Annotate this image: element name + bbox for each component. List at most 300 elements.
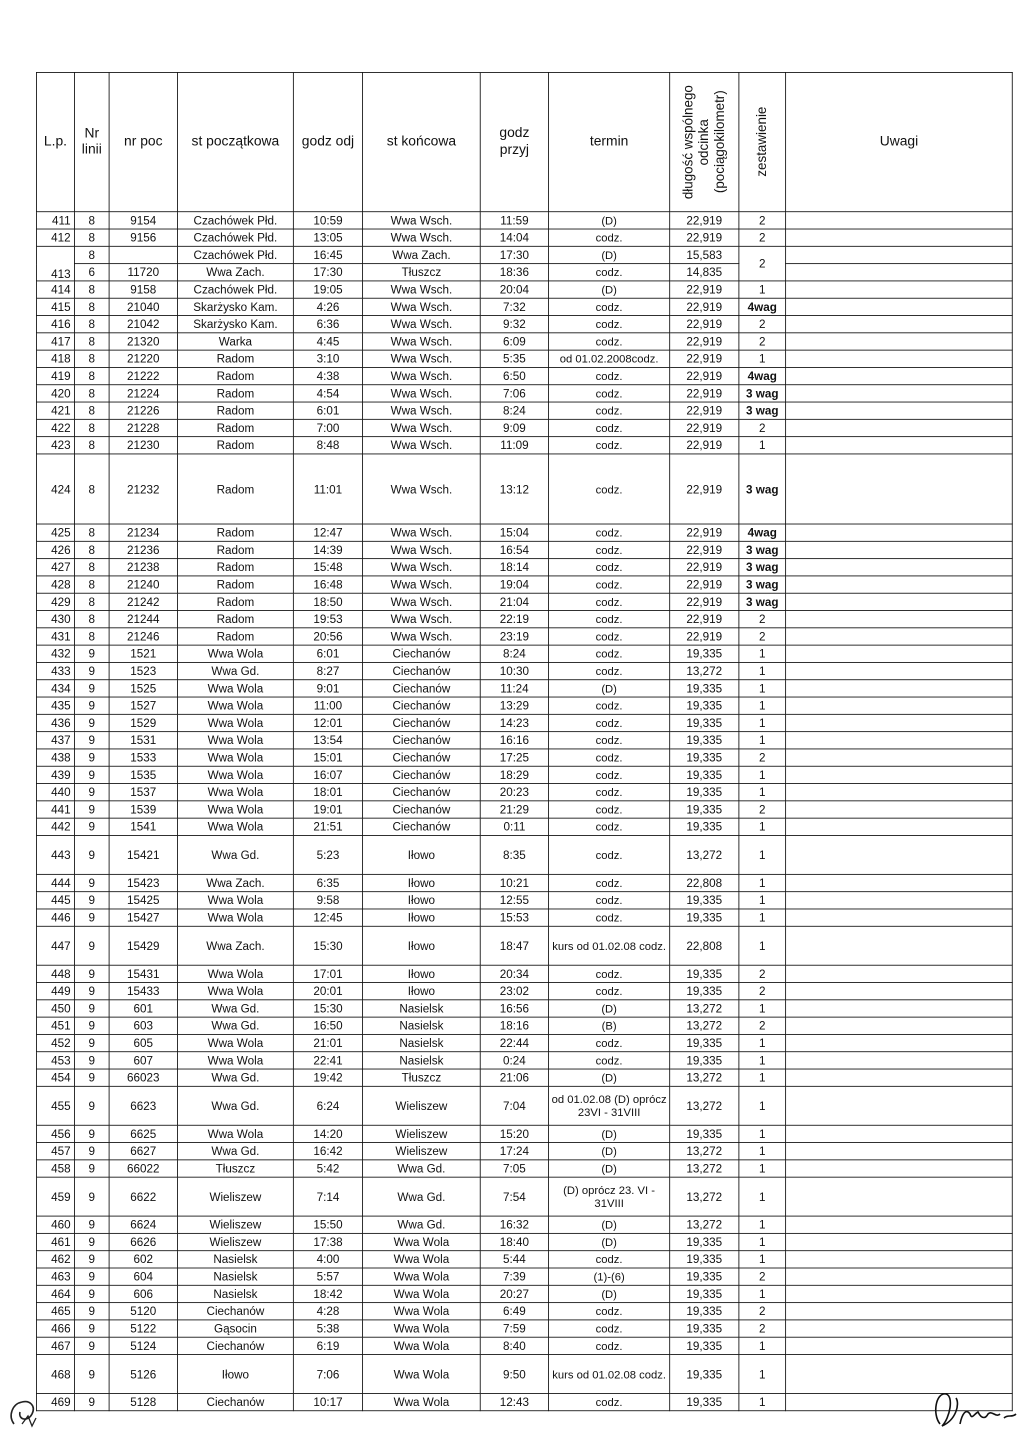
cell-nr-poc: 21220 <box>109 350 177 367</box>
cell-godz-przyj: 7:06 <box>480 385 548 402</box>
cell-nr-linii: 8 <box>74 454 109 524</box>
cell-uwagi <box>786 1268 1013 1285</box>
cell-uwagi <box>786 264 1013 281</box>
cell-zestawienie: 1 <box>739 926 786 965</box>
header-nr-poc: nr poc <box>109 72 177 211</box>
cell-dlugosc: 22,919 <box>670 576 739 593</box>
cell-st-poczatkowa: Wwa Wola <box>177 892 293 909</box>
cell-nr-poc: 1525 <box>109 680 177 697</box>
cell-dlugosc: 19,335 <box>670 732 739 749</box>
cell-lp: 414 <box>36 281 74 298</box>
cell-dlugosc: 19,335 <box>670 714 739 731</box>
cell-godz-przyj: 7:54 <box>480 1177 548 1216</box>
cell-uwagi <box>786 1233 1013 1250</box>
cell-nr-poc: 15427 <box>109 909 177 926</box>
cell-nr-linii: 8 <box>74 212 109 229</box>
cell-lp: 412 <box>36 229 74 246</box>
cell-godz-przyj: 9:09 <box>480 419 548 436</box>
cell-godz-przyj: 21:04 <box>480 593 548 610</box>
cell-st-koncowa: Wwa Wsch. <box>363 628 481 645</box>
cell-godz-odj: 16:50 <box>293 1017 362 1034</box>
cell-godz-przyj: 18:47 <box>480 926 548 965</box>
cell-godz-przyj: 8:40 <box>480 1337 548 1354</box>
cell-zestawienie: 1 <box>739 1000 786 1017</box>
cell-nr-linii: 9 <box>74 1337 109 1354</box>
table-row <box>36 1000 1012 1017</box>
cell-godz-odj: 6:01 <box>293 402 362 419</box>
cell-termin: codz. <box>549 766 670 783</box>
table-row <box>36 1160 1012 1177</box>
cell-godz-odj: 8:27 <box>293 662 362 679</box>
cell-godz-przyj: 19:04 <box>480 576 548 593</box>
cell-godz-przyj: 6:09 <box>480 333 548 350</box>
cell-nr-poc: 602 <box>109 1251 177 1268</box>
cell-uwagi <box>786 367 1013 384</box>
cell-lp: 460 <box>36 1216 74 1233</box>
cell-nr-linii: 9 <box>74 1086 109 1125</box>
cell-zestawienie: 1 <box>739 1069 786 1086</box>
table-row <box>36 454 1012 524</box>
cell-st-poczatkowa: Wieliszew <box>177 1177 293 1216</box>
cell-st-poczatkowa: Wwa Wola <box>177 801 293 818</box>
cell-termin: (D) <box>549 1216 670 1233</box>
cell-lp: 418 <box>36 350 74 367</box>
cell-lp: 417 <box>36 333 74 350</box>
cell-nr-poc: 5124 <box>109 1337 177 1354</box>
cell-godz-odj: 19:05 <box>293 281 362 298</box>
cell-nr-poc: 15433 <box>109 983 177 1000</box>
cell-lp: 441 <box>36 801 74 818</box>
cell-nr-linii: 8 <box>74 611 109 628</box>
cell-st-koncowa: Wwa Wsch. <box>363 559 481 576</box>
timetable-sheet <box>36 72 1012 1411</box>
cell-nr-linii: 8 <box>74 316 109 333</box>
cell-nr-linii: 9 <box>74 874 109 891</box>
cell-godz-odj: 16:07 <box>293 766 362 783</box>
cell-st-koncowa: Wwa Wsch. <box>363 212 481 229</box>
cell-nr-linii: 8 <box>74 576 109 593</box>
cell-zestawienie: 1 <box>739 1233 786 1250</box>
cell-godz-przyj: 17:30 <box>480 246 548 263</box>
cell-nr-linii: 9 <box>74 1000 109 1017</box>
cell-st-koncowa: Iłowo <box>363 909 481 926</box>
cell-uwagi <box>786 697 1013 714</box>
header-nr-linii: Nr linii <box>74 72 109 211</box>
cell-st-poczatkowa: Ciechanów <box>177 1393 293 1410</box>
cell-nr-poc: 6627 <box>109 1143 177 1160</box>
cell-nr-poc: 1541 <box>109 818 177 835</box>
cell-nr-linii: 9 <box>74 1303 109 1320</box>
cell-lp: 445 <box>36 892 74 909</box>
table-row <box>36 1393 1012 1410</box>
cell-godz-odj: 16:48 <box>293 576 362 593</box>
cell-lp: 422 <box>36 419 74 436</box>
cell-uwagi <box>786 298 1013 315</box>
cell-termin: od 01.02.2008codz. <box>549 350 670 367</box>
cell-godz-odj: 4:26 <box>293 298 362 315</box>
cell-zestawienie: 1 <box>739 892 786 909</box>
cell-nr-linii: 9 <box>74 1285 109 1302</box>
table-row <box>36 264 1012 281</box>
cell-nr-linii: 8 <box>74 229 109 246</box>
table-row <box>36 1086 1012 1125</box>
cell-godz-przyj: 15:04 <box>480 524 548 541</box>
cell-st-poczatkowa: Iłowo <box>177 1355 293 1394</box>
cell-godz-odj: 14:39 <box>293 541 362 558</box>
cell-termin: (D) <box>549 1285 670 1302</box>
cell-dlugosc: 19,335 <box>670 1268 739 1285</box>
cell-lp: 440 <box>36 784 74 801</box>
cell-zestawienie: 2 <box>739 749 786 766</box>
header-row <box>36 72 1012 211</box>
table-row <box>36 645 1012 662</box>
cell-lp: 430 <box>36 611 74 628</box>
table-row <box>36 1052 1012 1069</box>
cell-zestawienie: 1 <box>739 732 786 749</box>
cell-godz-przyj: 22:19 <box>480 611 548 628</box>
cell-nr-poc: 6626 <box>109 1233 177 1250</box>
cell-uwagi <box>786 437 1013 454</box>
cell-nr-linii: 9 <box>74 1069 109 1086</box>
cell-godz-przyj: 21:29 <box>480 801 548 818</box>
cell-nr-linii: 8 <box>74 524 109 541</box>
cell-dlugosc: 19,335 <box>670 766 739 783</box>
cell-lp: 444 <box>36 874 74 891</box>
cell-uwagi <box>786 1303 1013 1320</box>
cell-termin: (D) <box>549 246 670 263</box>
cell-st-poczatkowa: Wwa Wola <box>177 697 293 714</box>
cell-termin: codz. <box>549 662 670 679</box>
cell-st-koncowa: Wwa Wsch. <box>363 437 481 454</box>
cell-godz-odj: 4:00 <box>293 1251 362 1268</box>
cell-termin: (D) <box>549 1160 670 1177</box>
cell-st-poczatkowa: Ciechanów <box>177 1303 293 1320</box>
cell-godz-odj: 16:45 <box>293 246 362 263</box>
header-lp: L.p. <box>36 72 74 211</box>
cell-termin: (D) <box>549 281 670 298</box>
table-row <box>36 1069 1012 1086</box>
cell-lp: 466 <box>36 1320 74 1337</box>
cell-uwagi <box>786 541 1013 558</box>
cell-uwagi <box>786 926 1013 965</box>
cell-zestawienie: 2 <box>739 333 786 350</box>
cell-termin: (B) <box>549 1017 670 1034</box>
cell-nr-linii: 8 <box>74 367 109 384</box>
cell-st-poczatkowa: Wwa Zach. <box>177 264 293 281</box>
cell-lp: 437 <box>36 732 74 749</box>
table-row <box>36 801 1012 818</box>
cell-st-koncowa: Ciechanów <box>363 766 481 783</box>
cell-godz-przyj: 8:24 <box>480 645 548 662</box>
cell-uwagi <box>786 784 1013 801</box>
cell-st-poczatkowa: Ciechanów <box>177 1337 293 1354</box>
table-row <box>36 559 1012 576</box>
cell-st-poczatkowa: Wwa Wola <box>177 714 293 731</box>
cell-uwagi <box>786 874 1013 891</box>
cell-zestawienie: 1 <box>739 350 786 367</box>
cell-godz-odj: 15:50 <box>293 1216 362 1233</box>
cell-termin: codz. <box>549 801 670 818</box>
cell-godz-przyj: 12:43 <box>480 1393 548 1410</box>
cell-nr-linii: 9 <box>74 1052 109 1069</box>
table-row <box>36 1251 1012 1268</box>
cell-st-koncowa: Ciechanów <box>363 645 481 662</box>
cell-zestawienie: 2 <box>739 1303 786 1320</box>
table-row <box>36 576 1012 593</box>
cell-nr-poc: 21242 <box>109 593 177 610</box>
cell-zestawienie: 2 <box>739 316 786 333</box>
cell-lp: 426 <box>36 541 74 558</box>
cell-st-koncowa: Wwa Wsch. <box>363 281 481 298</box>
cell-uwagi <box>786 229 1013 246</box>
table-row <box>36 212 1012 229</box>
cell-nr-linii: 9 <box>74 1355 109 1394</box>
cell-termin: codz. <box>549 611 670 628</box>
table-row <box>36 281 1012 298</box>
cell-st-koncowa: Iłowo <box>363 892 481 909</box>
cell-godz-odj: 5:42 <box>293 1160 362 1177</box>
cell-lp: 462 <box>36 1251 74 1268</box>
cell-uwagi <box>786 1125 1013 1142</box>
cell-nr-poc: 1523 <box>109 662 177 679</box>
cell-st-poczatkowa: Radom <box>177 611 293 628</box>
cell-nr-linii: 9 <box>74 1177 109 1216</box>
cell-termin: codz. <box>549 541 670 558</box>
cell-lp: 468 <box>36 1355 74 1394</box>
cell-zestawienie: 1 <box>739 784 786 801</box>
cell-st-koncowa: Iłowo <box>363 874 481 891</box>
cell-godz-odj: 6:24 <box>293 1086 362 1125</box>
cell-termin: (D) <box>549 1125 670 1142</box>
cell-godz-przyj: 8:24 <box>480 402 548 419</box>
cell-st-poczatkowa: Warka <box>177 333 293 350</box>
table-row <box>36 1143 1012 1160</box>
cell-st-poczatkowa: Wwa Gd. <box>177 1017 293 1034</box>
cell-nr-poc: 21226 <box>109 402 177 419</box>
cell-termin: codz. <box>549 892 670 909</box>
table-row <box>36 246 1012 263</box>
cell-nr-poc: 1537 <box>109 784 177 801</box>
table-row <box>36 1268 1012 1285</box>
table-row <box>36 766 1012 783</box>
cell-st-poczatkowa: Radom <box>177 559 293 576</box>
cell-godz-przyj: 18:16 <box>480 1017 548 1034</box>
cell-uwagi <box>786 1337 1013 1354</box>
cell-zestawienie: 1 <box>739 874 786 891</box>
cell-godz-przyj: 16:54 <box>480 541 548 558</box>
cell-zestawienie: 1 <box>739 818 786 835</box>
cell-zestawienie: 2 <box>739 229 786 246</box>
cell-zestawienie: 2 <box>739 1320 786 1337</box>
cell-nr-linii: 9 <box>74 1393 109 1410</box>
cell-termin: codz. <box>549 874 670 891</box>
cell-godz-odj: 15:01 <box>293 749 362 766</box>
cell-nr-poc: 1527 <box>109 697 177 714</box>
cell-st-koncowa: Wwa Wsch. <box>363 541 481 558</box>
cell-uwagi <box>786 316 1013 333</box>
cell-st-poczatkowa: Wieliszew <box>177 1216 293 1233</box>
cell-godz-odj: 22:41 <box>293 1052 362 1069</box>
cell-nr-poc: 6624 <box>109 1216 177 1233</box>
cell-godz-przyj: 7:05 <box>480 1160 548 1177</box>
table-row <box>36 628 1012 645</box>
cell-godz-przyj: 15:20 <box>480 1125 548 1142</box>
cell-godz-odj: 4:38 <box>293 367 362 384</box>
cell-lp: 457 <box>36 1143 74 1160</box>
cell-godz-odj: 15:48 <box>293 559 362 576</box>
cell-dlugosc: 22,919 <box>670 541 739 558</box>
cell-lp: 442 <box>36 818 74 835</box>
cell-godz-przyj: 23:02 <box>480 983 548 1000</box>
cell-dlugosc: 19,335 <box>670 1233 739 1250</box>
cell-uwagi <box>786 281 1013 298</box>
cell-godz-odj: 12:45 <box>293 909 362 926</box>
cell-dlugosc: 22,919 <box>670 316 739 333</box>
cell-st-koncowa: Wwa Gd. <box>363 1216 481 1233</box>
cell-dlugosc: 19,335 <box>670 1355 739 1394</box>
cell-godz-odj: 17:01 <box>293 965 362 982</box>
cell-uwagi <box>786 680 1013 697</box>
cell-lp: 411 <box>36 212 74 229</box>
cell-termin: codz. <box>549 732 670 749</box>
cell-godz-przyj: 16:32 <box>480 1216 548 1233</box>
cell-lp: 459 <box>36 1177 74 1216</box>
cell-st-poczatkowa: Nasielsk <box>177 1268 293 1285</box>
cell-uwagi <box>786 662 1013 679</box>
table-row <box>36 697 1012 714</box>
cell-nr-poc: 9156 <box>109 229 177 246</box>
cell-uwagi <box>786 212 1013 229</box>
cell-dlugosc: 15,583 <box>670 246 739 263</box>
cell-st-koncowa: Ciechanów <box>363 801 481 818</box>
cell-st-poczatkowa: Wwa Gd. <box>177 835 293 874</box>
cell-dlugosc: 19,335 <box>670 1125 739 1142</box>
cell-lp: 448 <box>36 965 74 982</box>
table-row <box>36 1177 1012 1216</box>
cell-uwagi <box>786 576 1013 593</box>
cell-lp: 420 <box>36 385 74 402</box>
cell-zestawienie: 2 <box>739 419 786 436</box>
cell-godz-odj: 11:00 <box>293 697 362 714</box>
cell-nr-linii: 9 <box>74 909 109 926</box>
cell-st-koncowa: Wwa Wsch. <box>363 229 481 246</box>
cell-dlugosc: 13,272 <box>670 1086 739 1125</box>
cell-st-poczatkowa: Czachówek Płd. <box>177 281 293 298</box>
cell-nr-poc: 601 <box>109 1000 177 1017</box>
cell-termin: (D) <box>549 680 670 697</box>
cell-nr-poc: 21246 <box>109 628 177 645</box>
cell-st-poczatkowa: Wwa Wola <box>177 909 293 926</box>
cell-nr-linii: 9 <box>74 766 109 783</box>
cell-nr-linii: 9 <box>74 835 109 874</box>
cell-st-poczatkowa: Wwa Wola <box>177 784 293 801</box>
cell-zestawienie: 1 <box>739 1052 786 1069</box>
cell-nr-poc: 9154 <box>109 212 177 229</box>
cell-godz-przyj: 10:30 <box>480 662 548 679</box>
cell-termin: codz. <box>549 559 670 576</box>
cell-nr-poc: 1531 <box>109 732 177 749</box>
cell-nr-poc: 603 <box>109 1017 177 1034</box>
cell-lp: 458 <box>36 1160 74 1177</box>
cell-nr-poc: 21042 <box>109 316 177 333</box>
cell-st-poczatkowa: Wwa Wola <box>177 1034 293 1051</box>
cell-nr-poc: 1521 <box>109 645 177 662</box>
cell-zestawienie: 1 <box>739 714 786 731</box>
header-dlugosc <box>670 72 739 211</box>
table-row <box>36 402 1012 419</box>
cell-godz-odj: 4:28 <box>293 1303 362 1320</box>
cell-nr-linii: 9 <box>74 1143 109 1160</box>
cell-nr-linii: 8 <box>74 333 109 350</box>
cell-nr-poc: 15425 <box>109 892 177 909</box>
cell-lp: 416 <box>36 316 74 333</box>
cell-zestawienie: 1 <box>739 1251 786 1268</box>
cell-zestawienie: 1 <box>739 766 786 783</box>
cell-godz-przyj: 9:32 <box>480 316 548 333</box>
table-row <box>36 229 1012 246</box>
cell-godz-odj: 10:17 <box>293 1393 362 1410</box>
cell-zestawienie: 4wag <box>739 367 786 384</box>
cell-zestawienie: 2 <box>739 965 786 982</box>
cell-godz-odj: 13:05 <box>293 229 362 246</box>
cell-godz-odj: 12:01 <box>293 714 362 731</box>
cell-st-koncowa: Ciechanów <box>363 697 481 714</box>
cell-nr-poc: 15423 <box>109 874 177 891</box>
cell-godz-odj: 17:30 <box>293 264 362 281</box>
cell-godz-przyj: 14:04 <box>480 229 548 246</box>
cell-godz-przyj: 16:16 <box>480 732 548 749</box>
cell-godz-odj: 15:30 <box>293 926 362 965</box>
cell-dlugosc: 22,919 <box>670 229 739 246</box>
cell-st-koncowa: Wieliszew <box>363 1086 481 1125</box>
cell-nr-linii: 9 <box>74 714 109 731</box>
cell-lp: 446 <box>36 909 74 926</box>
cell-nr-poc: 66023 <box>109 1069 177 1086</box>
cell-zestawienie: 1 <box>739 680 786 697</box>
cell-zestawienie: 2 <box>739 628 786 645</box>
cell-zestawienie: 1 <box>739 1337 786 1354</box>
cell-godz-odj: 17:38 <box>293 1233 362 1250</box>
table-row <box>36 909 1012 926</box>
cell-st-koncowa: Iłowo <box>363 835 481 874</box>
cell-godz-przyj: 11:24 <box>480 680 548 697</box>
cell-lp: 447 <box>36 926 74 965</box>
cell-termin: codz. <box>549 367 670 384</box>
cell-uwagi <box>786 1251 1013 1268</box>
cell-st-poczatkowa: Wwa Wola <box>177 680 293 697</box>
header-godz-przyj: godz przyj <box>480 72 548 211</box>
cell-zestawienie: 1 <box>739 1086 786 1125</box>
cell-nr-linii: 9 <box>74 926 109 965</box>
cell-lp: 438 <box>36 749 74 766</box>
cell-st-poczatkowa: Wieliszew <box>177 1233 293 1250</box>
cell-godz-przyj: 18:36 <box>480 264 548 281</box>
header-zestawienie-text: zestawienie <box>754 107 770 178</box>
cell-dlugosc: 19,335 <box>670 909 739 926</box>
cell-uwagi <box>786 350 1013 367</box>
cell-st-poczatkowa: Nasielsk <box>177 1251 293 1268</box>
cell-uwagi <box>786 1143 1013 1160</box>
cell-godz-odj: 13:54 <box>293 732 362 749</box>
cell-uwagi <box>786 454 1013 524</box>
cell-nr-linii: 9 <box>74 1233 109 1250</box>
cell-uwagi <box>786 1069 1013 1086</box>
cell-lp: 431 <box>36 628 74 645</box>
cell-zestawienie: 1 <box>739 1355 786 1394</box>
cell-godz-odj: 6:36 <box>293 316 362 333</box>
cell-nr-linii: 9 <box>74 892 109 909</box>
cell-dlugosc: 22,919 <box>670 593 739 610</box>
